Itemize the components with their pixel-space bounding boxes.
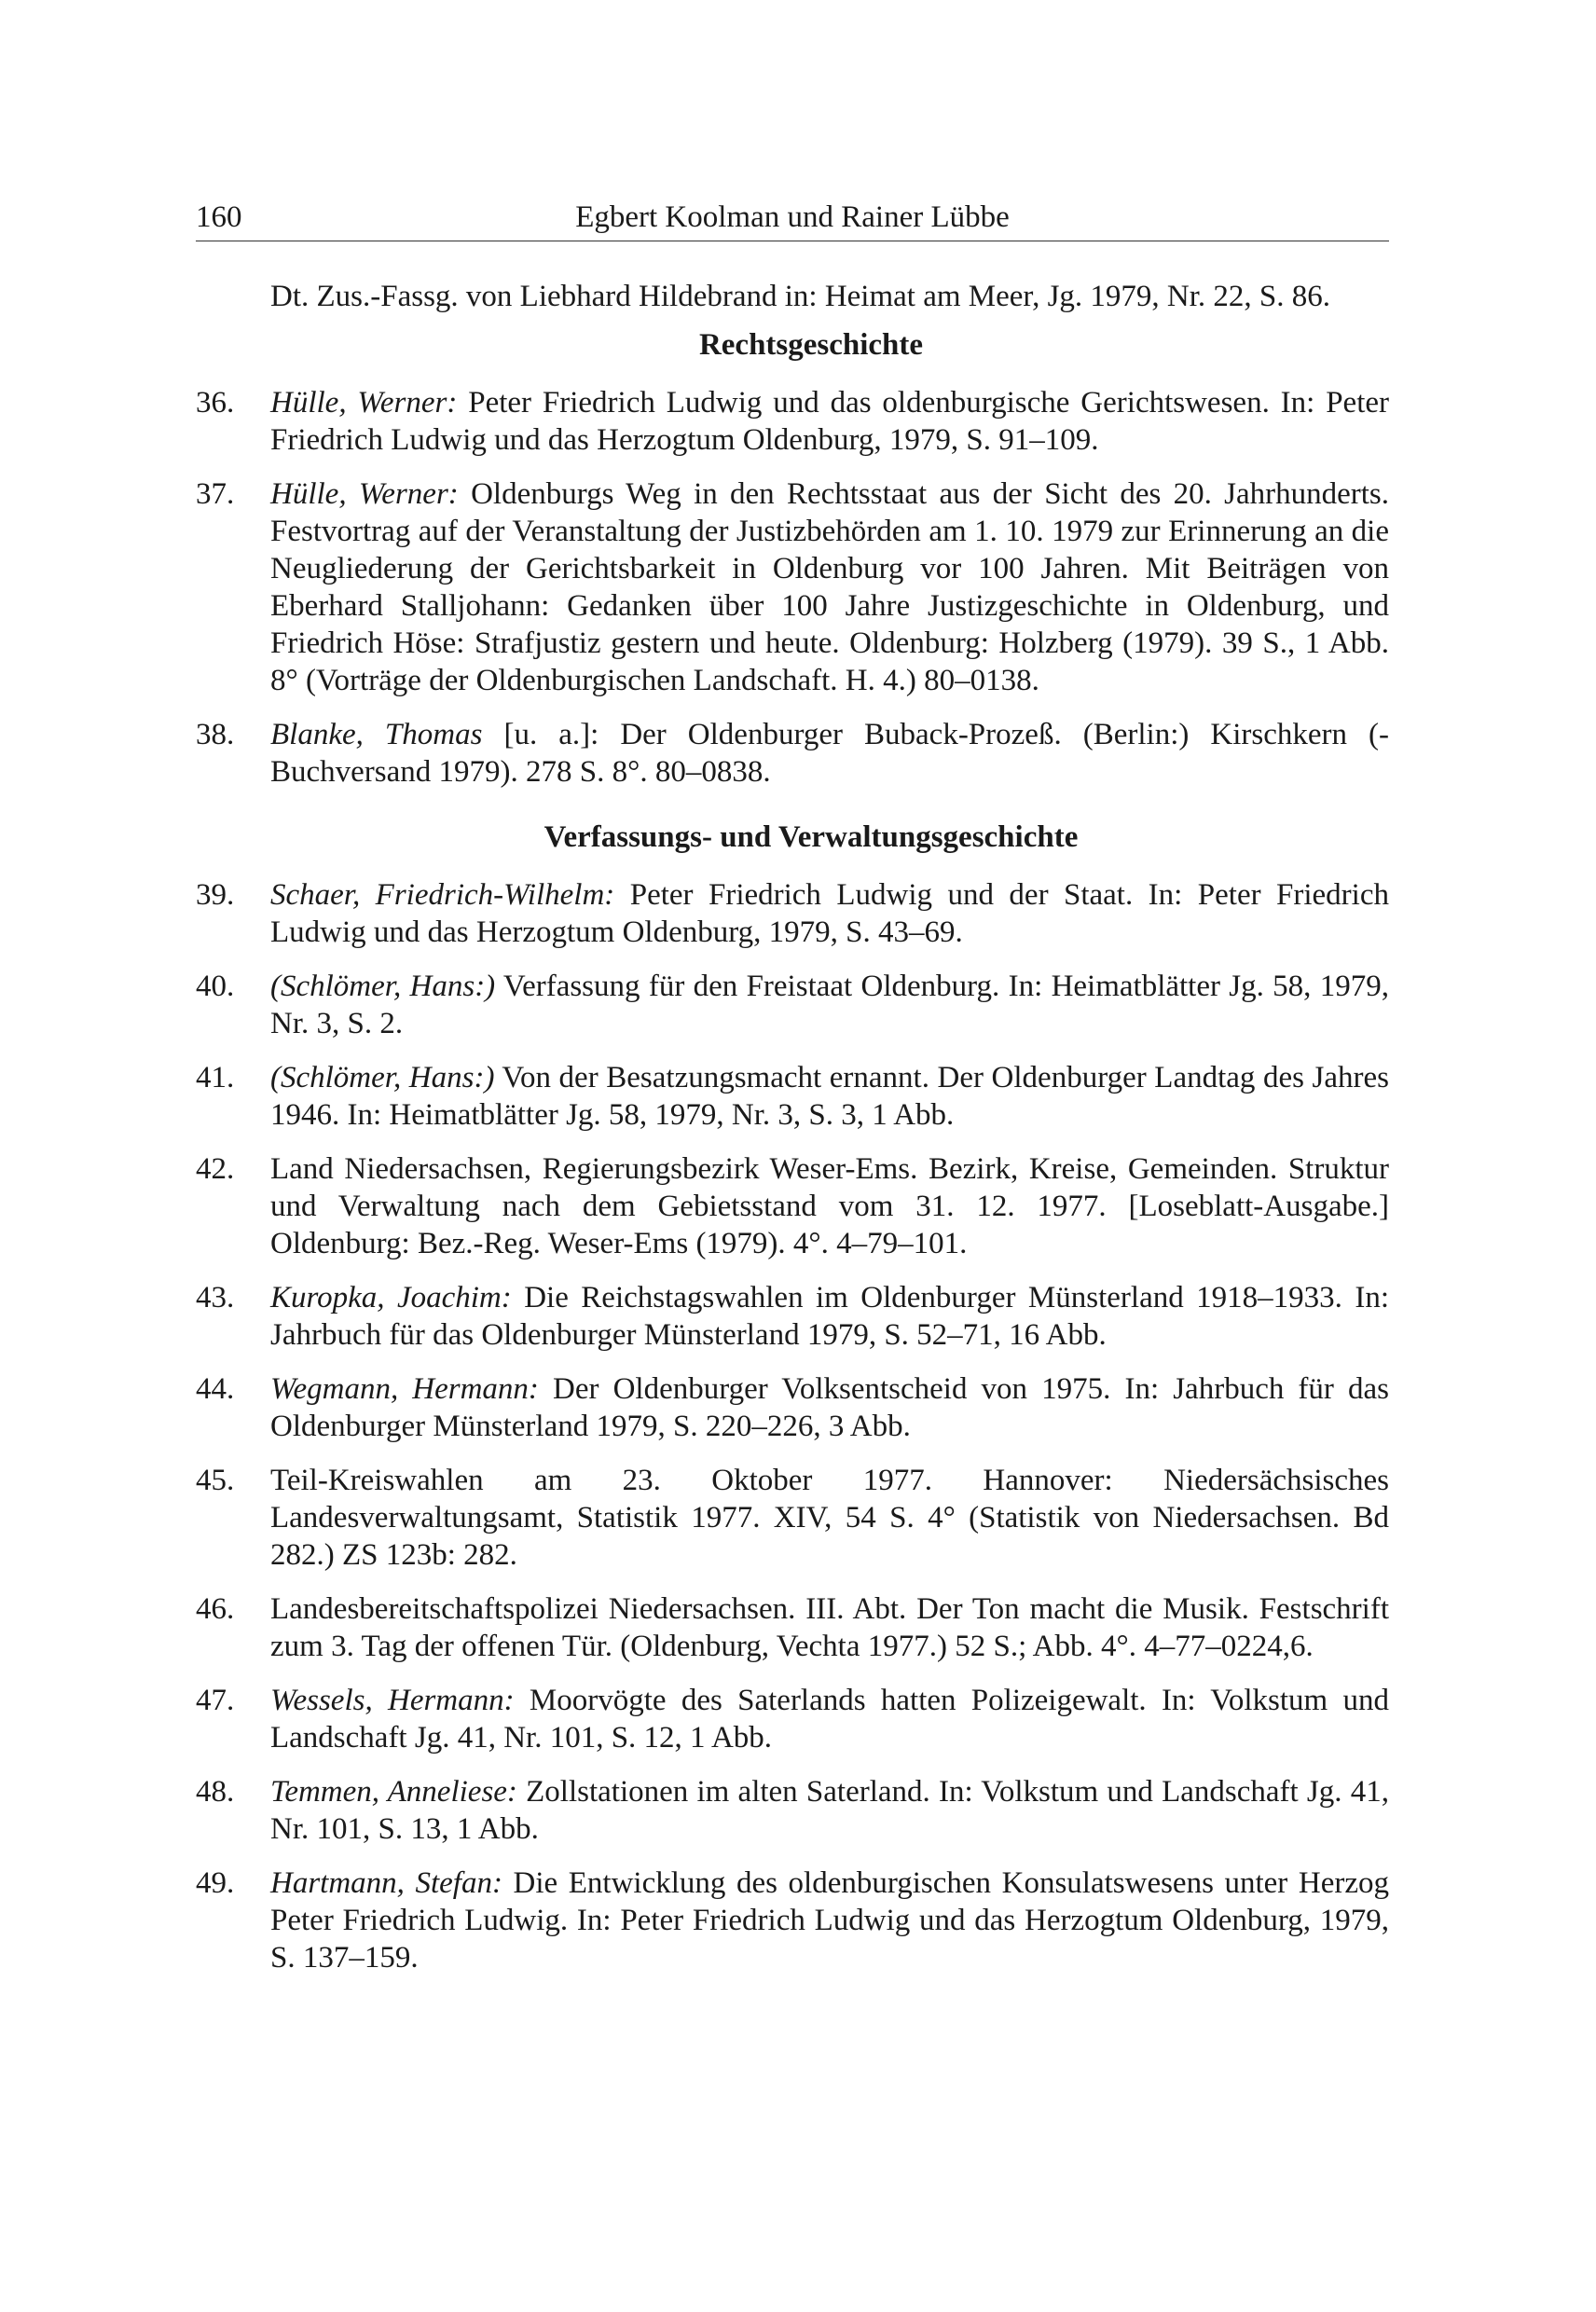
- continued-entry-text: Dt. Zus.-Fassg. von Liebhard Hildebrand in: Heimat am Meer, Jg. 1979, Nr. 22, S. 86.: [270, 280, 1331, 313]
- page-number: 160: [196, 200, 242, 234]
- entry-author: Temmen, Anneliese:: [270, 1775, 517, 1809]
- bibliography-entry: [196, 876, 1389, 951]
- entry-text: Verfassung für den Freistaat Oldenburg. In: Heimatblätter Jg. 58, 1979, Nr. 3, S. 2.: [270, 970, 1389, 1040]
- bibliography-entry: [196, 1682, 1389, 1756]
- bibliography-entry: [196, 1370, 1389, 1445]
- continued-entry: [196, 278, 1389, 315]
- entry-text: Moorvögte des Saterlands hatten Polizeigewalt. In: Volkstum und Landschaft Jg. 41, Nr. 101, S. 12, 1 Abb.: [270, 1684, 1389, 1755]
- entry-author: Blanke, Thomas: [270, 718, 483, 751]
- entry-text: Peter Friedrich Ludwig und der Staat. In: Peter Friedrich Ludwig und das Herzogtum Oldenburg, 1979, S. 43–69.: [270, 878, 1389, 949]
- entry-author: Kuropka, Joachim:: [270, 1281, 512, 1314]
- entry-author: Hülle, Werner:: [270, 477, 459, 511]
- entry-number: 46.: [196, 1592, 235, 1626]
- entry-text: [u. a.]: Der Oldenburger Buback-Prozeß. (Berlin:) Kirschkern (-Buchversand 1979). 278 S. 8°. 80–0838.: [270, 718, 1390, 789]
- entry-author: (Schlömer, Hans:): [270, 1061, 495, 1094]
- running-title: Egbert Koolman und Rainer Lübbe: [575, 200, 1010, 234]
- entry-text: Landesbereitschaftspolizei Niedersachsen. III. Abt. Der Ton macht die Musik. Festschrift zum 3. Tag der offenen Tür. (Oldenburg, Vechta 1977.) 52 S.; Abb. 4°. 4–77–0224,6.: [270, 1592, 1389, 1663]
- entry-number: 45.: [196, 1464, 235, 1497]
- entry-number: 47.: [196, 1684, 235, 1717]
- entry-text: Zollstationen im alten Saterland. In: Volkstum und Landschaft Jg. 41, Nr. 101, S. 13, 1 Abb.: [270, 1775, 1389, 1846]
- entry-text: Die Entwicklung des oldenburgischen Konsulatswesens unter Herzog Peter Friedrich Ludwig. In: Peter Friedrich Ludwig und das Herzogtum Oldenburg, 1979, S. 137–159.: [270, 1866, 1389, 1975]
- entry-text: Peter Friedrich Ludwig und das oldenburgische Gerichtswesen. In: Peter Friedrich Ludwig und das Herzogtum Oldenburg, 1979, S. 91–109.: [270, 386, 1389, 457]
- bibliography-entry: [196, 968, 1389, 1042]
- entry-author: Hartmann, Stefan:: [270, 1866, 502, 1900]
- running-header: [196, 194, 1389, 241]
- entry-number: 48.: [196, 1775, 235, 1809]
- entry-number: 43.: [196, 1281, 235, 1314]
- entry-number: 38.: [196, 718, 235, 751]
- page-content: [196, 278, 1389, 1993]
- entry-text: Die Reichstagswahlen im Oldenburger Münsterland 1918–1933. In: Jahrbuch für das Oldenburger Münsterland 1979, S. 52–71, 16 Abb.: [270, 1281, 1390, 1352]
- entry-author: Wegmann, Hermann:: [270, 1372, 539, 1406]
- entry-text: Der Oldenburger Volksentscheid von 1975. In: Jahrbuch für das Oldenburger Münsterland 1979, S. 220–226, 3 Abb.: [270, 1372, 1389, 1443]
- entry-number: 36.: [196, 386, 235, 420]
- entry-number: 49.: [196, 1866, 235, 1900]
- entry-author: (Schlömer, Hans:): [270, 970, 496, 1003]
- entry-number: 37.: [196, 477, 235, 511]
- entry-text: Land Niedersachsen, Regierungsbezirk Weser-Ems. Bezirk, Kreise, Gemeinden. Struktur und Verwaltung nach dem Gebietsstand vom 31. 12. 1977. [Loseblatt-Ausgabe.] Oldenburg: Bez.-Reg. Weser-Ems (1979). 4°. 4–79–101.: [270, 1152, 1389, 1260]
- bibliography-entry: [196, 1150, 1389, 1262]
- bibliography-entry: [196, 716, 1389, 791]
- entry-number: 42.: [196, 1152, 235, 1186]
- entry-text: Von der Besatzungsmacht ernannt. Der Oldenburger Landtag des Jahres 1946. In: Heimatblätter Jg. 58, 1979, Nr. 3, S. 3, 1 Abb.: [270, 1061, 1389, 1132]
- bibliography-entry: [196, 384, 1389, 459]
- bibliography-entry: [196, 1059, 1389, 1134]
- bibliography-entry: [196, 1279, 1389, 1354]
- bibliography-entry: [196, 1590, 1389, 1665]
- bibliography-entry: [196, 1773, 1389, 1848]
- bibliography-entry: [196, 475, 1389, 699]
- entry-text: Oldenburgs Weg in den Rechtsstaat aus der Sicht des 20. Jahrhunderts. Festvortrag auf der Veranstaltung der Justizbehörden am 1. 10. 1979 zur Erinnerung an die Neugliederung der Gerichtsbarkeit in Oldenburg vor 100 Jahren. Mit Beiträgen von Eberhard Stalljohann: Gedanken über 100 Jahre Justizgeschichte in Oldenburg, und Friedrich Höse: Strafjustiz gestern und heute. Oldenburg: Holzberg (1979). 39 S., 1 Abb. 8° (Vorträge der Oldenburgischen Landschaft. H. 4.) 80–0138.: [270, 477, 1389, 697]
- entry-number: 41.: [196, 1061, 235, 1094]
- bibliography-entry: [196, 1462, 1389, 1574]
- section-heading-rechtsgeschichte: Rechtsgeschichte: [698, 328, 924, 362]
- entry-number: 44.: [196, 1372, 235, 1406]
- bibliography-entry: [196, 1865, 1389, 1976]
- entry-author: Wessels, Hermann:: [270, 1684, 515, 1717]
- entry-author: Schaer, Friedrich-Wilhelm:: [270, 878, 615, 912]
- entry-number: 39.: [196, 878, 235, 912]
- entry-number: 40.: [196, 970, 235, 1003]
- section-heading-verfassungsgeschichte: Verfassungs- und Verwaltungsgeschichte: [543, 820, 1079, 854]
- entry-author: Hülle, Werner:: [270, 386, 458, 420]
- entry-text: Teil-Kreiswahlen am 23. Oktober 1977. Hannover: Niedersächsisches Landesverwaltungsamt, Statistik 1977. XIV, 54 S. 4° (Statistik von Niedersachsen. Bd 282.) ZS 123b: 282.: [270, 1464, 1389, 1572]
